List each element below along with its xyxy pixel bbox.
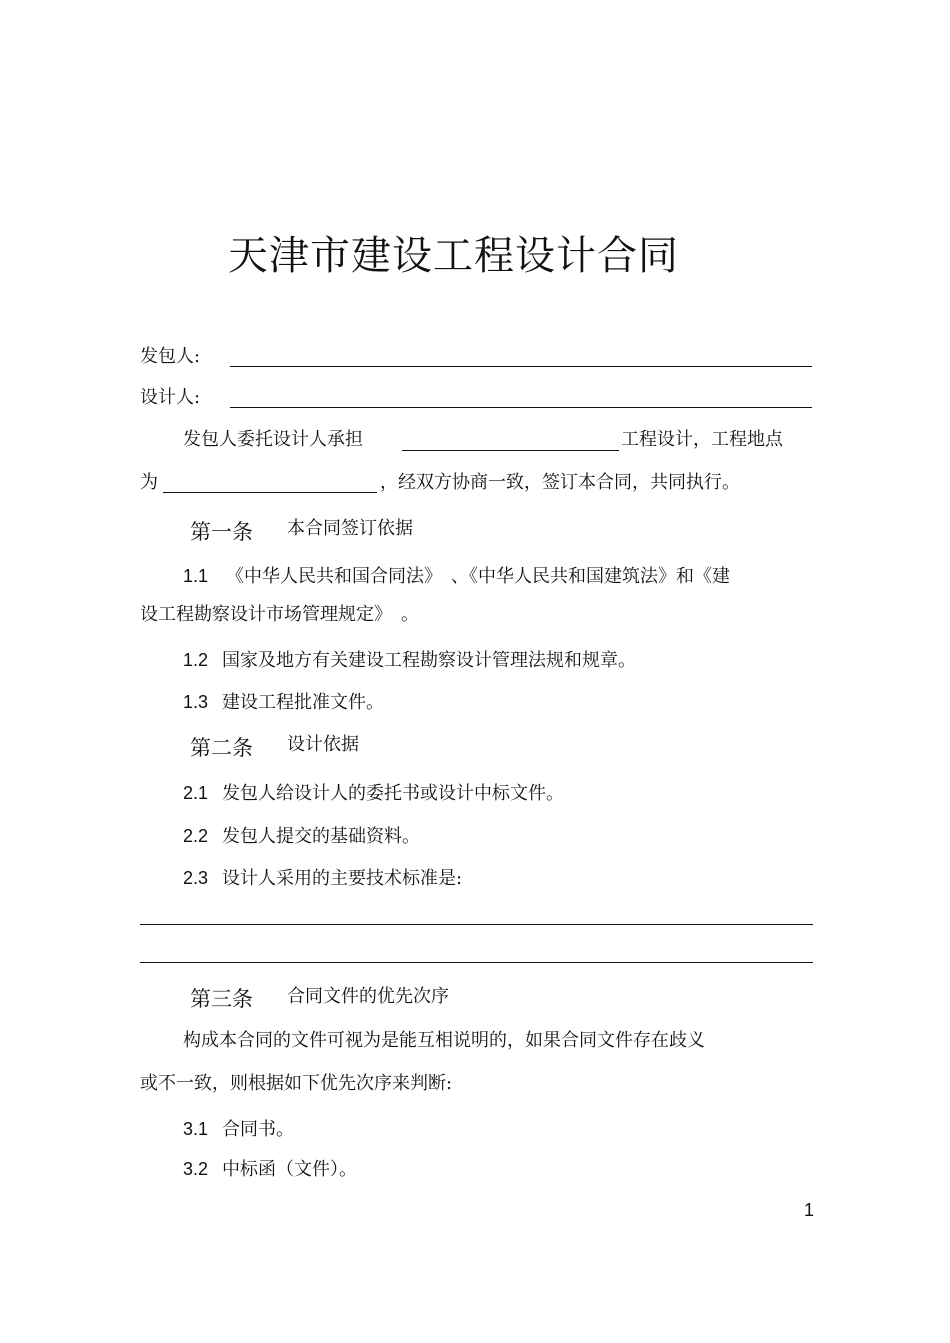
intro-line2-start: 为 — [140, 472, 158, 493]
standards-blank-line-2 — [140, 962, 813, 963]
item-2-3-number: 2.3 — [183, 868, 209, 888]
employer-label: 发包人: — [140, 346, 201, 367]
item-3-1-number: 3.1 — [183, 1119, 209, 1139]
item-1-1-number: 1.1 — [183, 566, 209, 586]
item-1-2-number: 1.2 — [183, 650, 209, 670]
item-2-1-text: 发包人给设计人的委托书或设计中标文件。 — [222, 783, 564, 804]
item-1-1-continuation: 设工程勘察设计市场管理规定》 。 — [140, 604, 419, 625]
article1-title: 本合同签订依据 — [287, 518, 413, 539]
designer-label: 设计人: — [140, 387, 201, 408]
article3-heading: 第三条 — [190, 987, 253, 1011]
designer-blank-line — [230, 407, 812, 408]
intro-line2-end: ，经双方协商一致，签订本合同，共同执行。 — [380, 472, 740, 493]
intro-line1-end: 工程设计，工程地点 — [621, 429, 783, 450]
article2-title: 设计依据 — [287, 734, 359, 755]
item-1-1-text: 《中华人民共和国合同法》 、《中华人民共和国建筑法》和《建 — [226, 566, 730, 587]
item-3-1-text: 合同书。 — [222, 1119, 294, 1140]
item-2-2-number: 2.2 — [183, 826, 209, 846]
project-location-blank — [163, 492, 377, 493]
item-2-3-text: 设计人采用的主要技术标准是: — [222, 868, 463, 889]
page-title: 天津市建设工程设计合同 — [228, 233, 679, 279]
article3-paragraph-line2: 或不一致，则根据如下优先次序来判断: — [140, 1073, 453, 1094]
article2-heading: 第二条 — [190, 736, 253, 760]
item-1-3-text: 建设工程批准文件。 — [222, 692, 384, 713]
article3-title: 合同文件的优先次序 — [287, 986, 449, 1007]
item-3-2-text: 中标函（文件）。 — [222, 1159, 357, 1180]
item-1-3-number: 1.3 — [183, 692, 209, 712]
item-1-2-text: 国家及地方有关建设工程勘察设计管理法规和规章。 — [222, 650, 636, 671]
item-2-2-text: 发包人提交的基础资料。 — [222, 826, 420, 847]
article1-heading: 第一条 — [190, 520, 253, 544]
article3-paragraph-line1: 构成本合同的文件可视为是能互相说明的，如果合同文件存在歧义 — [183, 1030, 705, 1051]
intro-line1-start: 发包人委托设计人承担 — [183, 429, 363, 450]
standards-blank-line-1 — [140, 924, 813, 925]
page-number: 1 — [804, 1200, 815, 1220]
project-name-blank — [402, 450, 619, 451]
item-3-2-number: 3.2 — [183, 1159, 209, 1179]
item-2-1-number: 2.1 — [183, 783, 209, 803]
employer-blank-line — [230, 366, 812, 367]
